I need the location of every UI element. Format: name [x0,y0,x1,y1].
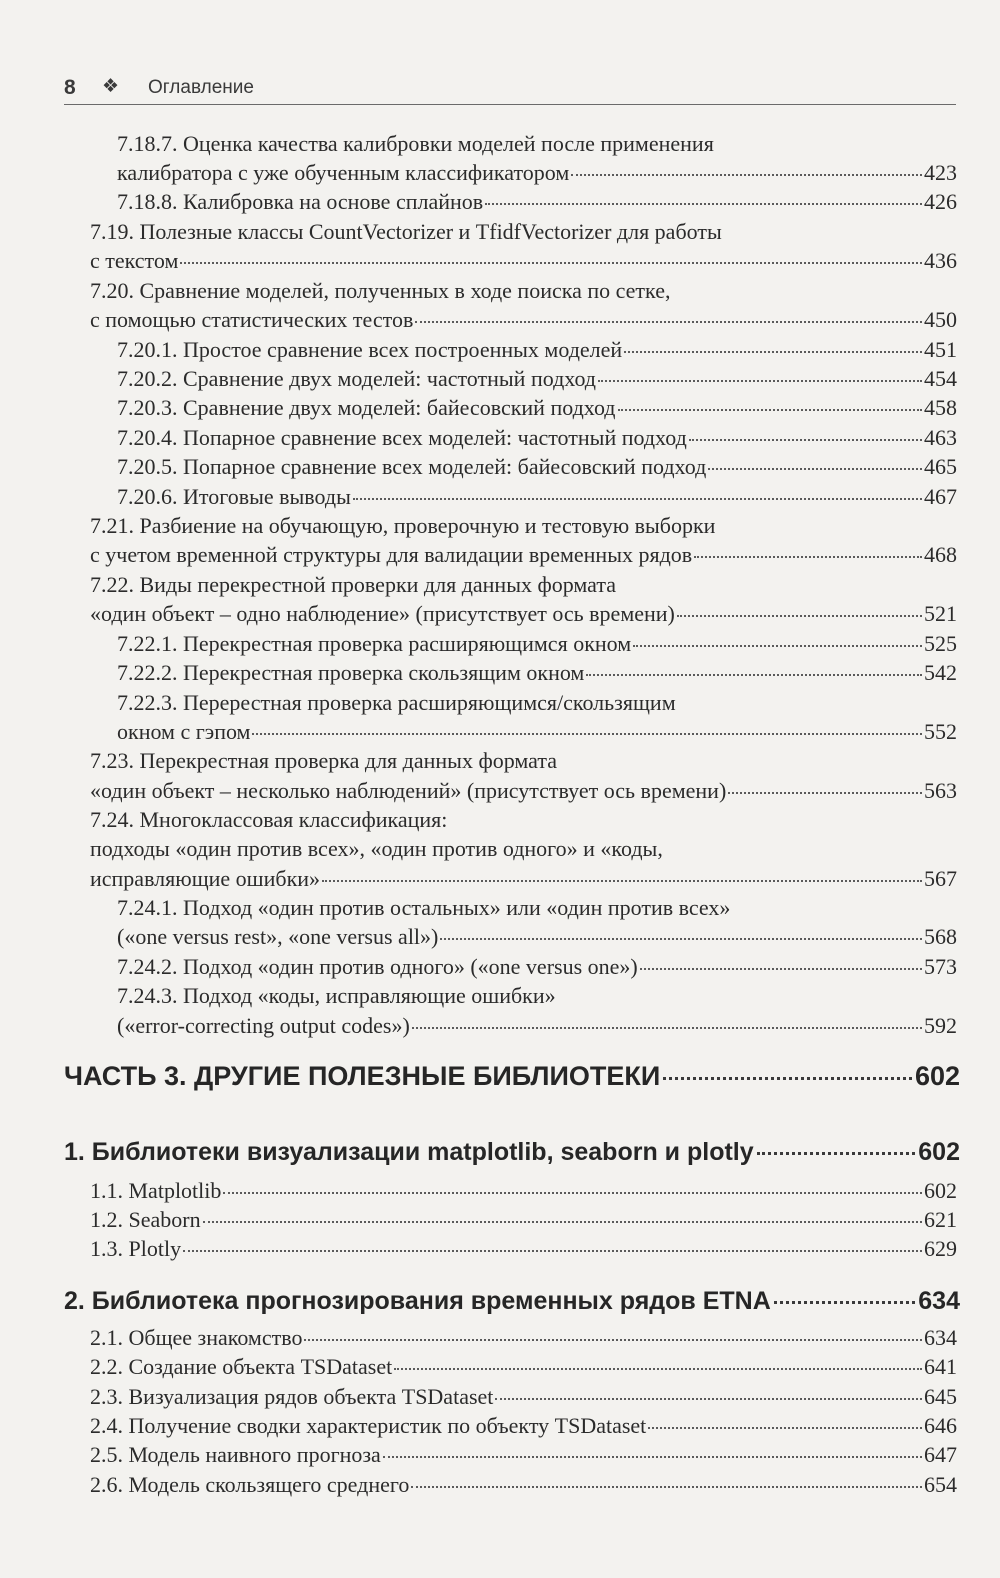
toc-entry-7-24-2[interactable] [117,952,957,981]
toc-entry-7-20[interactable] [90,305,957,334]
diamond-ornament-icon: ❖ [102,76,120,97]
dot-leader [648,1427,922,1429]
toc-entry-7-24-3[interactable] [117,1011,957,1040]
toc-entry-title: 2.5. Модель наивного прогноза [90,1442,381,1467]
toc-entry-7-24-1-line1: 7.24.1. Подход «один против остальных» или «один против всех» [117,895,731,920]
dot-leader [485,203,922,205]
toc-entry-title: 7.22.1. Перекрестная проверка расширяющимся окном [117,631,632,656]
toc-entry-title: 7.18.8. Калибровка на основе сплайнов [117,189,484,214]
dot-leader [640,968,922,970]
toc-page-number: 602 [914,1061,960,1091]
toc-page-number: 458 [924,395,957,420]
toc-entry-7-20-6[interactable] [117,482,957,511]
toc-entry-7-21-line1: 7.21. Разбиение на обучающую, проверочную и тестовую выборки [90,513,716,538]
running-header [64,74,956,105]
dot-leader [708,468,922,470]
toc-entry-title: «один объект – одно наблюдение» (присутствует ось времени) [90,601,675,626]
toc-entry-title: 7.20.6. Итоговые выводы [117,484,351,509]
dot-leader [223,1192,922,1194]
toc-entry-7-24[interactable] [90,864,957,893]
toc-page-number: 647 [924,1442,957,1467]
toc-page-number: 567 [924,866,957,891]
toc-entry-7-19-line1: 7.19. Полезные классы CountVectorizer и TfidfVectorizer для работы [90,219,722,244]
dot-leader [304,1339,922,1341]
toc-chapter-1[interactable] [64,1133,960,1171]
header-title: Оглавление [148,77,254,98]
dot-leader [677,615,922,617]
toc-entry-title: 2.3. Визуализация рядов объекта TSDataset [90,1384,494,1409]
toc-entry-7-22-2[interactable] [117,658,957,687]
toc-entry-7-20-3[interactable] [117,393,957,422]
toc-entry-title: 2.6. Модель скользящего среднего [90,1472,410,1497]
toc-entry-7-20-2[interactable] [117,364,957,393]
toc-entry-title: 1.1. Matplotlib [90,1178,222,1203]
toc-entry-2-1[interactable] [90,1323,957,1352]
dot-leader [322,880,922,882]
dot-leader [598,380,922,382]
toc-page-number: 654 [924,1472,957,1497]
toc-entry-7-19[interactable] [90,246,957,275]
toc-page-number: 641 [924,1354,957,1379]
toc-entry-7-23[interactable] [90,776,957,805]
toc-entry-7-18-7[interactable] [117,158,957,187]
toc-page-number: 602 [924,1178,957,1203]
toc-entry-title: окном с гэпом [117,719,251,744]
dot-leader [571,174,922,176]
toc-entry-7-20-line1: 7.20. Сравнение моделей, полученных в ходе поиска по сетке, [90,278,671,303]
dot-leader [353,498,922,500]
toc-entry-title: «один объект – несколько наблюдений» (присутствует ось времени) [90,778,727,803]
toc-page-number: 426 [924,189,957,214]
dot-leader [689,439,922,441]
toc-page-number: 552 [924,719,957,744]
toc-entry-title: 1.2. Seaborn [90,1207,201,1232]
toc-entry-7-22-3-line1: 7.22.3. Перерестная проверка расширяющимся/скользящим [117,690,676,715]
dot-leader [203,1221,922,1223]
toc-page-number: 621 [924,1207,957,1232]
toc-page-number: 634 [924,1325,957,1350]
toc-page-number: 450 [924,307,957,332]
toc-page-number: 436 [924,248,957,273]
toc-page-number: 423 [924,160,957,185]
toc-page-number: 563 [924,778,957,803]
dot-leader [586,674,922,676]
toc-entry-title: 7.22.2. Перекрестная проверка скользящим окном [117,660,585,685]
dot-leader [415,321,922,323]
toc-part-3[interactable] [64,1056,960,1096]
toc-entry-7-24-1[interactable] [117,922,957,951]
toc-page-number: 645 [924,1384,957,1409]
toc-entry-title: 2.4. Получение сводки характеристик по объекту TSDataset [90,1413,647,1438]
toc-page-number: 602 [918,1138,960,1166]
toc-page-number: 465 [924,454,957,479]
toc-entry-7-24-line2: подходы «один против всех», «один против одного» и «коды, [90,836,663,861]
toc-entry-title: 7.20.2. Сравнение двух моделей: частотный подход [117,366,597,391]
dot-leader [663,1077,912,1080]
toc-entry-7-18-8[interactable] [117,187,957,216]
toc-page-number: 592 [924,1013,957,1038]
dot-leader [252,733,922,735]
toc-entry-7-24-3-line1: 7.24.3. Подход «коды, исправляющие ошибки» [117,983,556,1008]
toc-page-number: 573 [924,954,957,979]
toc-entry-2-2[interactable] [90,1352,957,1381]
toc-entry-title: 7.20.5. Попарное сравнение всех моделей: байесовский подход [117,454,707,479]
toc-entry-2-6[interactable] [90,1470,957,1499]
toc-entry-7-20-1[interactable] [117,335,957,364]
dot-leader [383,1456,922,1458]
toc-entry-title: с учетом временной структуры для валидации временных рядов [90,542,693,567]
toc-entry-7-20-5[interactable] [117,452,957,481]
toc-entry-1-2[interactable] [90,1205,957,1234]
toc-page-number: 629 [924,1236,957,1261]
toc-page-number: 468 [924,542,957,567]
toc-entry-title: с помощью статистических тестов [90,307,414,332]
toc-entry-title: 7.20.3. Сравнение двух моделей: байесовский подход [117,395,616,420]
toc-entry-7-24-line1: 7.24. Многоклассовая классификация: [90,807,448,832]
toc-entry-2-3[interactable] [90,1382,957,1411]
toc-page-number: 634 [918,1287,960,1315]
toc-page-number: 525 [924,631,957,656]
toc-entry-1-3[interactable] [90,1234,957,1263]
dot-leader [694,556,922,558]
toc-entry-title: («one versus rest», «one versus all») [117,924,439,949]
dot-leader [618,409,922,411]
toc-page-number: 451 [924,337,957,362]
toc-entry-title: калибратора с уже обученным классификатором [117,160,570,185]
toc-entry-title: 2.2. Создание объекта TSDataset [90,1354,393,1379]
page-number: 8 [64,76,76,99]
toc-entry-title: 7.20.1. Простое сравнение всех построенных моделей [117,337,623,362]
toc-entry-title: 2.1. Общее знакомство [90,1325,303,1350]
toc-page-number: 454 [924,366,957,391]
toc-chapter-2[interactable] [64,1282,960,1320]
toc-entry-7-22-1[interactable] [117,629,957,658]
dot-leader [633,645,922,647]
dot-leader [495,1398,922,1400]
dot-leader [412,1027,922,1029]
toc-chapter-title: 2. Библиотека прогнозирования временных рядов ETNA [64,1287,771,1315]
toc-entry-2-4[interactable] [90,1411,957,1440]
dot-leader [183,1250,922,1252]
toc-page-number: 568 [924,924,957,949]
dot-leader [624,351,922,353]
toc-page-number: 467 [924,484,957,509]
dot-leader [411,1486,922,1488]
toc-entry-7-20-4[interactable] [117,423,957,452]
toc-entry-7-23-line1: 7.23. Перекрестная проверка для данных формата [90,748,557,773]
toc-page-number: 521 [924,601,957,626]
dot-leader [180,262,922,264]
toc-entry-title: («error-correcting output codes») [117,1013,410,1038]
dot-leader [774,1301,915,1304]
dot-leader [728,792,922,794]
dot-leader [394,1368,922,1370]
toc-entry-title: с текстом [90,248,179,273]
dot-leader [757,1152,916,1155]
toc-entry-title: исправляющие ошибки» [90,866,321,891]
toc-chapter-title: 1. Библиотеки визуализации matplotlib, seaborn и plotly [64,1138,754,1166]
toc-entry-title: 7.20.4. Попарное сравнение всех моделей: частотный подход [117,425,687,450]
toc-entry-7-22[interactable] [90,599,957,628]
toc-entry-2-5[interactable] [90,1440,957,1469]
toc-page-number: 542 [924,660,957,685]
toc-entry-title: 7.24.2. Подход «один против одного» («one versus one») [117,954,638,979]
toc-entry-1-1[interactable] [90,1176,957,1205]
toc-entry-7-21[interactable] [90,540,957,569]
dot-leader [440,938,922,940]
toc-entry-title: 1.3. Plotly [90,1236,182,1261]
toc-page-number: 463 [924,425,957,450]
toc-part-title: ЧАСТЬ 3. ДРУГИЕ ПОЛЕЗНЫЕ БИБЛИОТЕКИ [64,1061,661,1091]
toc-entry-7-22-line1: 7.22. Виды перекрестной проверки для данных формата [90,572,617,597]
toc-page-number: 646 [924,1413,957,1438]
toc-entry-7-18-7-line1: 7.18.7. Оценка качества калибровки моделей после применения [117,131,714,156]
toc-entry-7-22-3[interactable] [117,717,957,746]
